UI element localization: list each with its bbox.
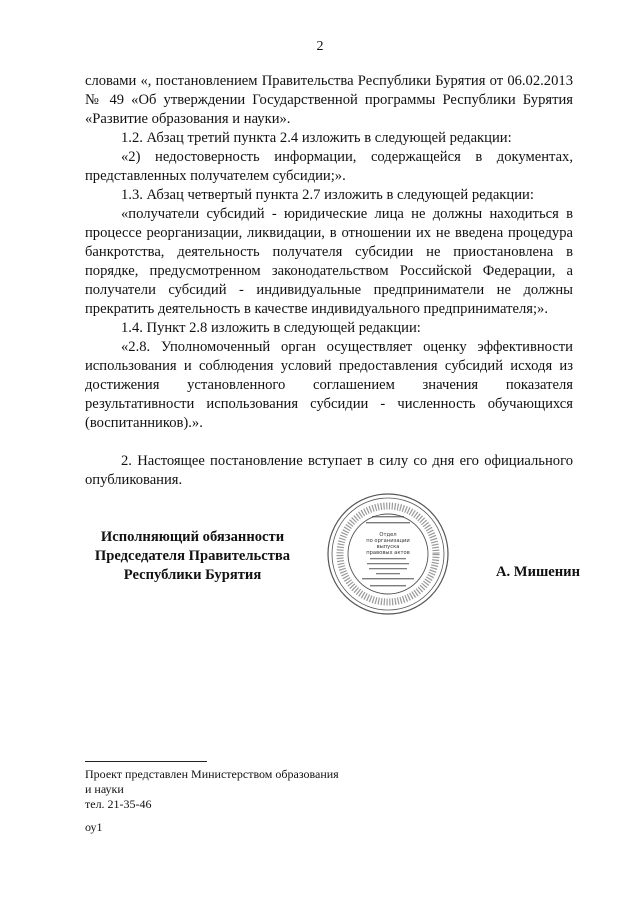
official-seal	[326, 492, 450, 616]
paragraph-8: 2. Настоящее постановление вступает в силу со дня его официального опубликования.	[85, 453, 573, 488]
seal-text-line: по организации	[366, 538, 410, 544]
document-code: оу1	[85, 820, 103, 834]
signatory-title	[85, 528, 300, 585]
seal-text-line: Отдел	[379, 532, 397, 538]
paragraph-4: 1.3. Абзац четвертый пункта 2.7 изложить в следующей редакции:	[121, 187, 534, 203]
paragraph-7: «2.8. Уполномоченный орган осуществляет оценку эффективности использования и соблюдения условий предоставления субсидий исходя из достижения установленного соглашением значения показателя результативности использования субсидии - численность обучающихся (воспитанников).».	[85, 339, 573, 431]
seal-text-line: выпуска	[376, 544, 400, 550]
paragraph-1: словами «, постановлением Правительства Республики Бурятия от 06.02.2013 № 49 «Об утверждении Государственной программы Республики Бурятия «Развитие образования и науки».	[85, 73, 573, 127]
paragraph-5: «получатели субсидий - юридические лица не должны находиться в процессе реорганизации, ликвидации, в отношении их не введена процедура банкротства, деятельность получателя субсидии не приостановлена в порядке, предусмотренном законодательством Российской Федерации, а получатели субсидий - индивидуальные предприниматели не должны прекратить деятельность в качестве индивидуального предпринимателя;».	[85, 206, 573, 317]
page-number: 2	[316, 39, 324, 54]
footnote-line: Проект представлен Министерством образования	[85, 767, 339, 781]
signatory-name: А. Мишенин	[495, 564, 580, 580]
paragraph-6: 1.4. Пункт 2.8 изложить в следующей редакции:	[121, 320, 421, 336]
footnote-line: и науки	[85, 782, 124, 796]
seal-stamp-graphic	[326, 492, 450, 616]
paragraph-2: 1.2. Абзац третий пункта 2.4 изложить в следующей редакции:	[121, 130, 512, 146]
seal-text-line: правовых актов	[366, 550, 410, 556]
footnote-divider	[85, 761, 207, 762]
footnote-phone: тел. 21-35-46	[85, 797, 152, 811]
document-body	[85, 72, 573, 490]
signatory-title-line: Республики Бурятия	[123, 567, 262, 583]
signatory-title-line: Председателя Правительства	[94, 548, 291, 564]
footnote	[85, 767, 405, 812]
paragraph-3: «2) недостоверность информации, содержащейся в документах, представленных получателем субсидии;».	[85, 149, 573, 184]
signatory-title-line: Исполняющий обязанности	[100, 529, 285, 545]
